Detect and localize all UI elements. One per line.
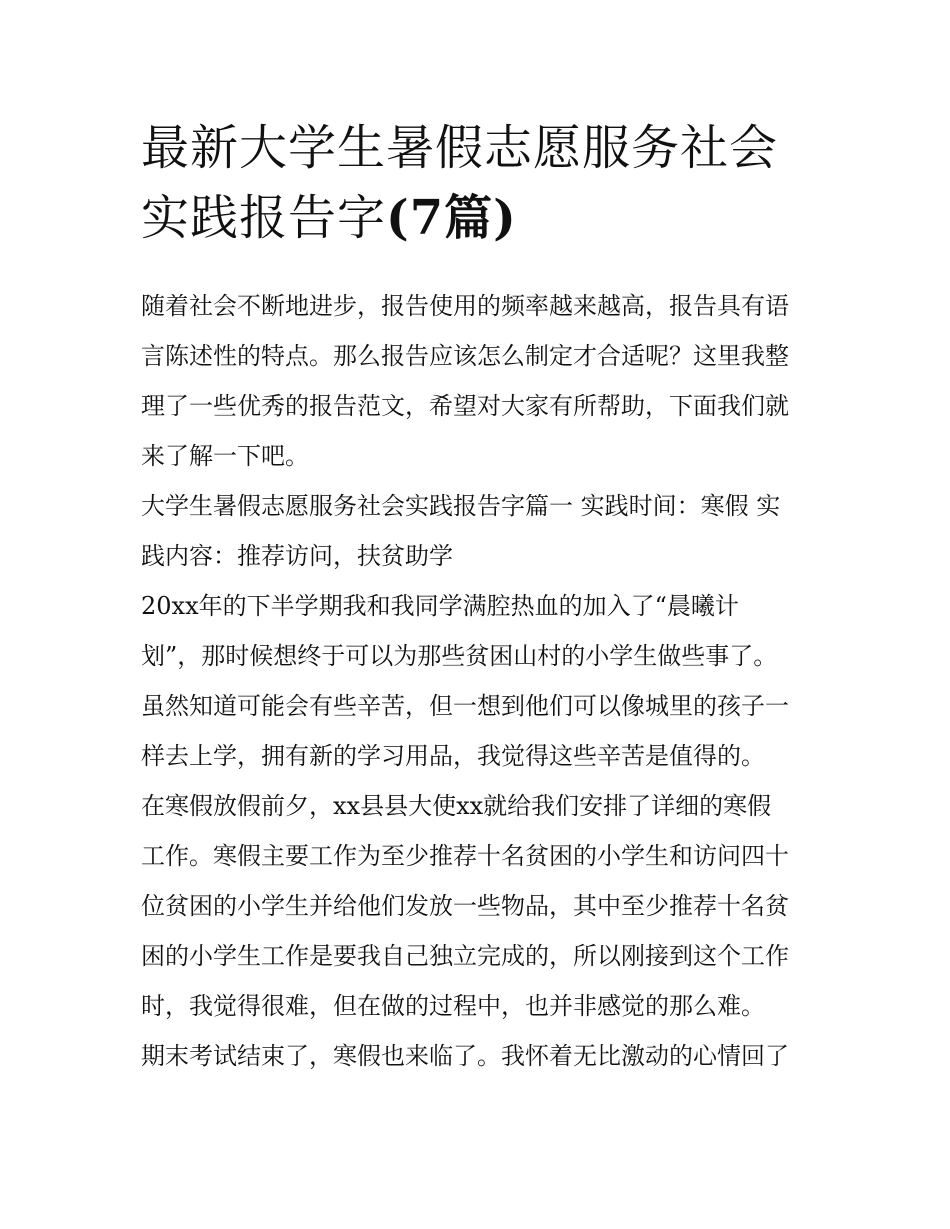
paragraph-section-header: [141, 481, 811, 581]
title-line-2-suffix: (7篇): [386, 190, 517, 246]
paragraph-intro: [141, 281, 811, 481]
paragraph-line: 来了解一下吧。: [141, 442, 309, 470]
paragraph-line: 大学生暑假志愿服务社会实践报告字篇一 实践时间：寒假 实: [141, 492, 781, 520]
paragraph-line: 理了一些优秀的报告范文，希望对大家有所帮助，下面我们就: [141, 392, 789, 420]
title-line-1: 最新大学生暑假志愿服务社会: [141, 120, 779, 176]
paragraph-line: 工作。寒假主要工作为至少推荐十名贫困的小学生和访问四十: [141, 842, 789, 870]
paragraph-line: 样去上学，拥有新的学习用品，我觉得这些辛苦是值得的。: [141, 742, 765, 770]
paragraph-line: 期末考试结束了，寒假也来临了。我怀着无比激动的心情回了: [141, 1042, 789, 1070]
paragraph-line: 20xx年的下半学期我和我同学满腔热血的加入了“晨曦计: [141, 592, 739, 620]
title-line-2-text: 实践报告字: [141, 190, 387, 246]
paragraph-line: 位贫困的小学生并给他们发放一些物品，其中至少推荐十名贫: [141, 892, 789, 920]
document-body: [141, 113, 811, 1081]
paragraph-line: 虽然知道可能会有些辛苦，但一想到他们可以像城里的孩子一: [141, 692, 789, 720]
paragraph-line: 言陈述性的特点。那么报告应该怎么制定才合适呢？这里我整: [141, 342, 789, 370]
paragraph-line: 时，我觉得很难，但在做的过程中，也并非感觉的那么难。: [141, 992, 765, 1020]
paragraph-body-3: [141, 1031, 811, 1081]
paragraph-line: 划”，那时候想终于可以为那些贫困山村的小学生做些事了。: [141, 642, 778, 670]
paragraph-line: 践内容：推荐访问，扶贫助学: [141, 542, 453, 570]
paragraph-line: 困的小学生工作是要我自己独立完成的，所以刚接到这个工作: [141, 942, 789, 970]
paragraph-body-1: [141, 581, 811, 781]
paragraph-line: 随着社会不断地进步，报告使用的频率越来越高，报告具有语: [141, 292, 789, 320]
document-title: [141, 113, 811, 253]
paragraph-line: 在寒假放假前夕，xx县县大使xx就给我们安排了详细的寒假: [141, 792, 772, 820]
title-line-2: [141, 183, 811, 253]
paragraph-body-2: [141, 781, 811, 1031]
